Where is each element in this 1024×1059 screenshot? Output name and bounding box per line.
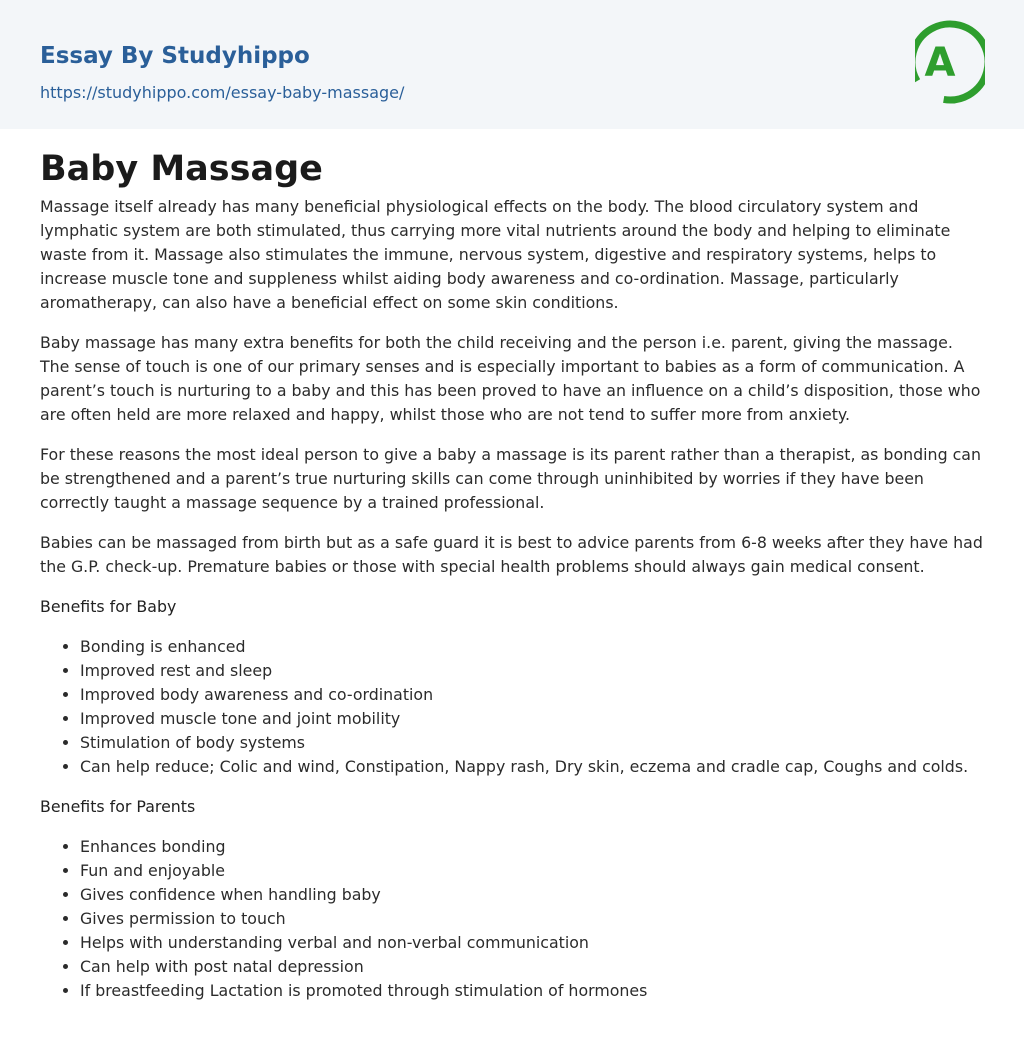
article-title: Baby Massage — [40, 149, 323, 189]
list-item: • Improved body awareness and co-ordination — [80, 683, 984, 707]
logo-letter: A — [924, 40, 956, 86]
site-title[interactable]: Essay By Studyhippo — [40, 43, 310, 69]
list-item: • Gives permission to touch — [80, 907, 984, 931]
list-item: • Gives confidence when handling baby — [80, 883, 984, 907]
list-item: • Improved rest and sleep — [80, 659, 984, 683]
list-item: • Stimulation of body systems — [80, 731, 984, 755]
studyhippo-logo-icon[interactable] — [915, 19, 985, 105]
list-item: • Can help reduce; Colic and wind, Constipation, Nappy rash, Dry skin, eczema and cradle cap, Coughs and colds. — [80, 755, 984, 779]
article-content — [0, 129, 1024, 1003]
site-header — [0, 0, 1024, 129]
paragraph-4: Babies can be massaged from birth but as a safe guard it is best to advice parents from 6-8 weeks after they have had the G.P. check-up. Premature babies or those with special health problems should always gain medical consent. — [40, 533, 983, 576]
parent-benefits-heading: Benefits for Parents — [40, 797, 196, 816]
paragraph-3: For these reasons the most ideal person to give a baby a massage is its parent rather than a therapist, as bonding can be strengthened and a parent’s true nurturing skills can come through uninhibited by worries if they have been correctly taught a massage sequence by a trained professional. — [40, 445, 981, 512]
list-item: • Improved muscle tone and joint mobility — [80, 707, 984, 731]
paragraph-2: Baby massage has many extra benefits for both the child receiving and the person i.e. parent, giving the massage. The sense of touch is one of our primary senses and is especially important to babies as a form of communication. A parent’s touch is nurturing to a baby and this has been proved to have an influence on a child’s disposition, those who are often held are more relaxed and happy, whilst those who are not tend to suffer more from anxiety. — [40, 333, 981, 424]
parent-benefits-list — [40, 835, 984, 1003]
list-item: • Fun and enjoyable — [80, 859, 984, 883]
list-item: • Bonding is enhanced — [80, 635, 984, 659]
baby-benefits-heading: Benefits for Baby — [40, 597, 177, 616]
list-item: • Enhances bonding — [80, 835, 984, 859]
baby-benefits-list — [40, 635, 984, 779]
list-item: • Helps with understanding verbal and non-verbal communication — [80, 931, 984, 955]
list-item: • If breastfeeding Lactation is promoted through stimulation of hormones — [80, 979, 984, 1003]
essay-url-link[interactable]: https://studyhippo.com/essay-baby-massage/ — [40, 83, 405, 102]
list-item: • Can help with post natal depression — [80, 955, 984, 979]
paragraph-1: Massage itself already has many beneficial physiological effects on the body. The blood circulatory system and lymphatic system are both stimulated, thus carrying more vital nutrients around the body and helping to eliminate waste from it. Massage also stimulates the immune, nervous system, digestive and respiratory systems, helps to increase muscle tone and suppleness whilst aiding body awareness and co-ordination. Massage, particularly aromatherapy, can also have a beneficial effect on some skin conditions. — [40, 197, 951, 312]
